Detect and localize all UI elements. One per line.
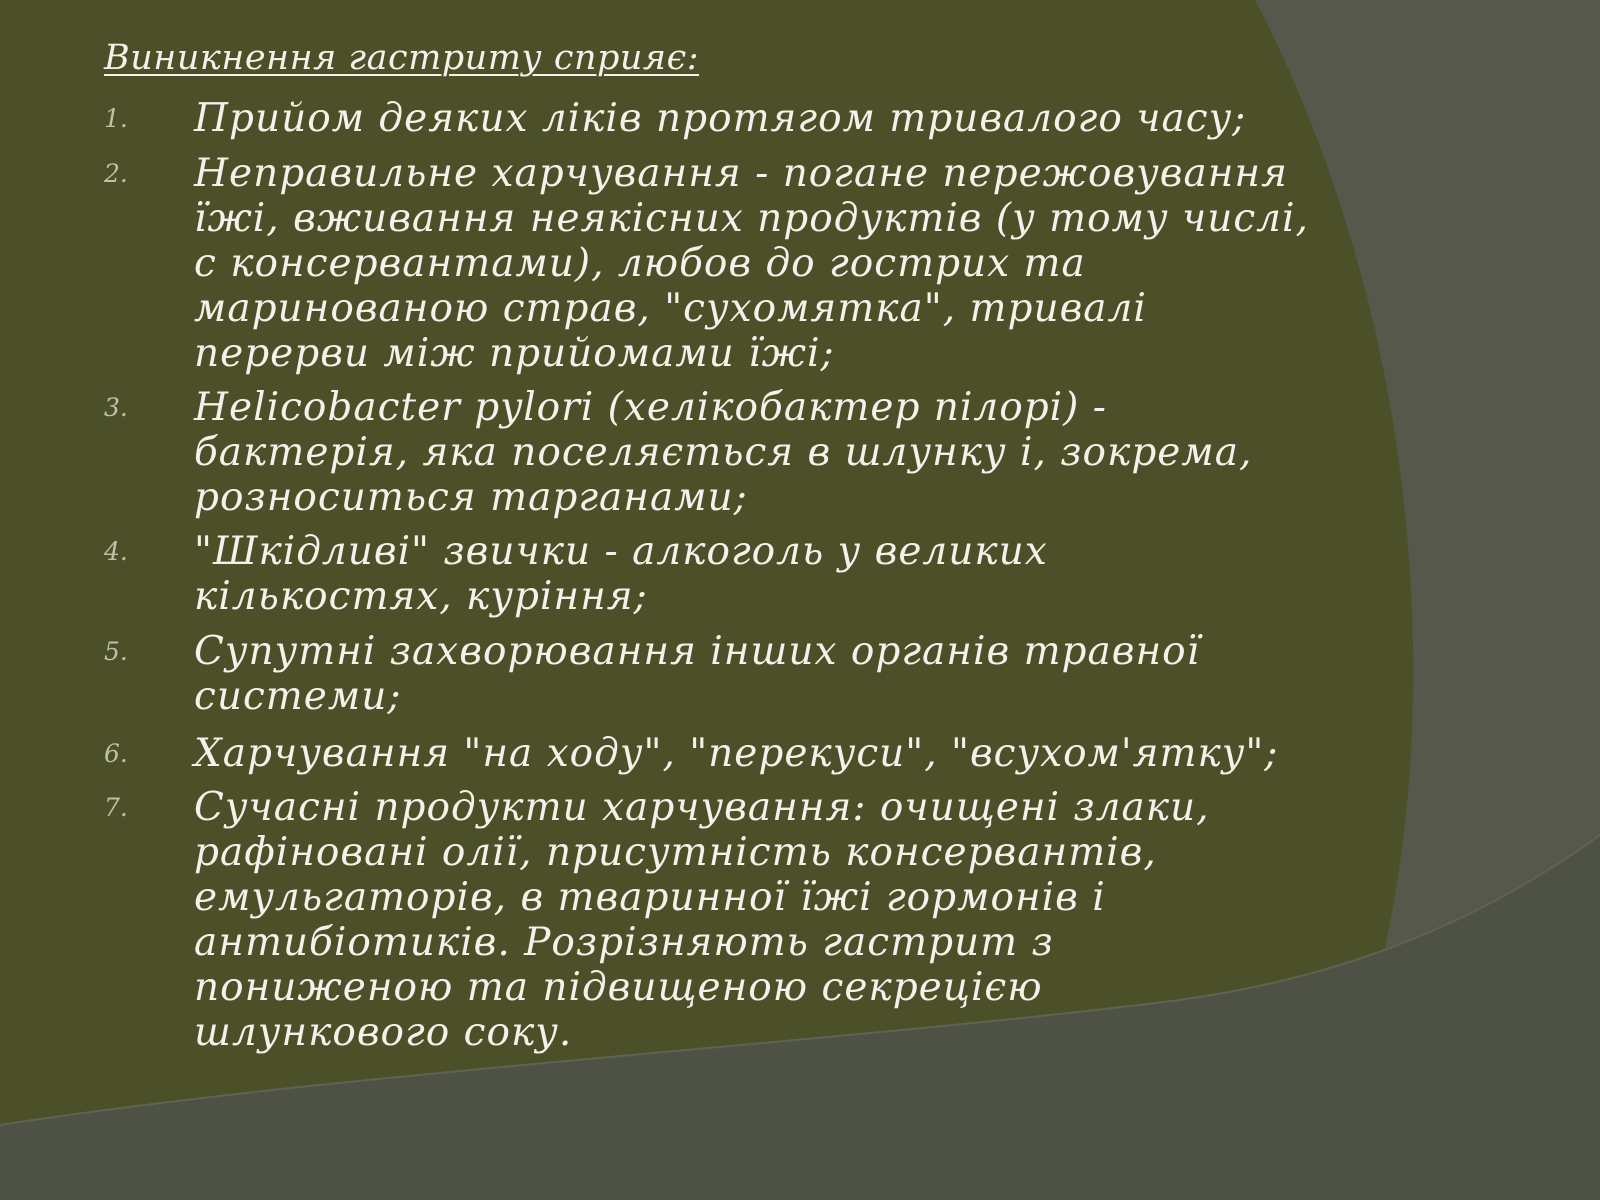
list-item-line: "Шкідливі" звички - алкоголь у великих [194,529,1048,574]
list-item-line: їжі, вживання неякісних продуктів (у тому числі, [194,196,1309,241]
list-item-number: 5. [104,637,128,666]
list-item-text [194,629,1200,719]
list-item-line: кількостях, куріння; [194,574,648,619]
list-item-line: антибіотиків. Розрізняють гастрит з [194,920,1054,965]
list-item-line: системи; [194,674,402,719]
list-item-number: 1. [104,104,128,133]
list-item-line: рафіновані олії, присутність консервантів, [194,830,1157,875]
list-item-text [194,96,1246,141]
list-item-line: Сучасні продукти харчування: очищені злаки, [194,785,1210,830]
list-item-line: розноситься тарганами; [194,475,748,520]
list-item-line: Прийом деяких ліків протягом тривалого часу; [194,96,1247,141]
list-item-line: пониженою та підвищеною секрецією [194,965,1043,1010]
list-item-text [194,731,1278,776]
list-item-line: Супутні захворювання інших органів травної [194,629,1201,674]
list-item-number: 6. [104,739,128,768]
list-item-line: перерви між прийомами їжі; [194,331,835,376]
list-item-line: маринованою страв, "сухомятка", тривалі [194,286,1147,331]
list-item-text [194,529,1048,619]
list-item-text [194,785,1210,1055]
slide-heading: Виникнення гастриту сприяє: [104,38,699,78]
list-item-line: Неправильне харчування - погане пережовування [194,151,1288,196]
list-item-number: 7. [104,793,128,822]
list-item-line: бактерія, яка поселяється в шлунку і, зокрема, [194,430,1253,475]
list-item-line: Харчування "на ходу", "перекуси", "всухом'ятку"; [194,731,1279,776]
list-item-line: Helicobacter pylori (хелікобактер пілорі) - [194,385,1107,430]
list-item-text [194,151,1309,376]
list-item-text [194,385,1252,520]
list-item-number: 4. [104,537,128,566]
list-item-line: емульгаторів, в тваринної їжі гормонів і [194,875,1106,920]
list-item-line: шлункового соку. [194,1010,573,1055]
list-item-number: 3. [104,393,128,422]
list-item-number: 2. [104,159,128,188]
list-item-line: с консервантами), любов до гострих та [194,241,1086,286]
